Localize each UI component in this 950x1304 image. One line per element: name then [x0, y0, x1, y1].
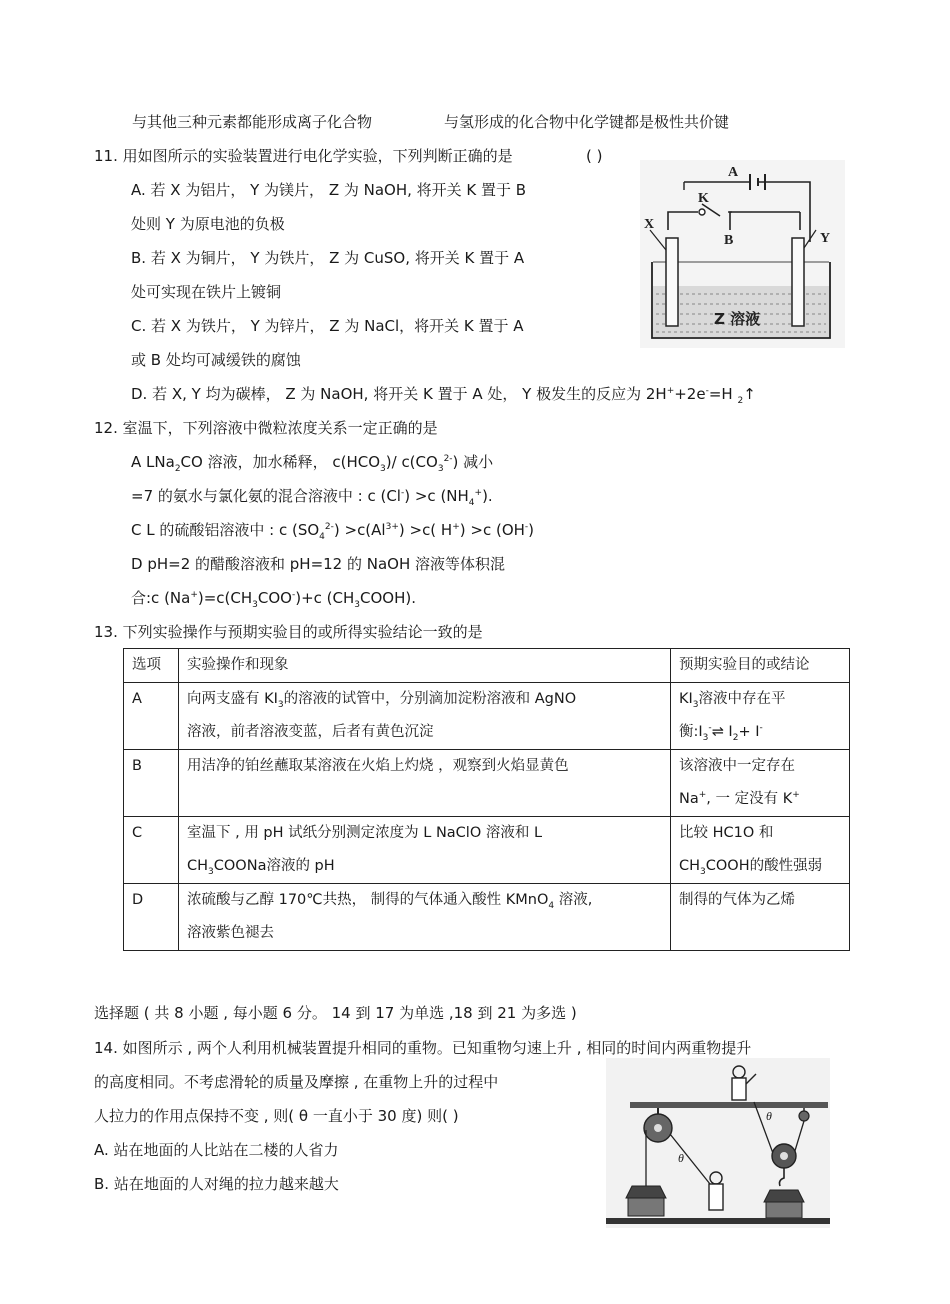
- q14-option-a: A. 站在地面的人比站在二楼的人省力: [94, 1141, 339, 1159]
- label-z-solution: Z 溶液: [714, 310, 761, 328]
- table-row: [124, 750, 850, 817]
- row-option: A: [124, 683, 179, 750]
- header-option: 选项: [124, 649, 179, 683]
- ground: [606, 1218, 830, 1224]
- q11-option-b-line2: 处可实现在铁片上镀铜: [131, 283, 282, 301]
- q14-stem-line3: 人拉力的作用点保持不变 , 则( θ 一直小于 30 度) 则( ): [94, 1107, 459, 1125]
- right-weight-icon: [764, 1190, 804, 1202]
- q11-option-a-line1: A. 若 X 为铝片， Y 为镁片， Z 为 NaOH, 将开关 K 置于 B: [131, 181, 527, 199]
- table-row: [124, 884, 850, 951]
- row-option: D: [124, 884, 179, 951]
- row-conclusion: 比较 HC1O 和 $CH_3COOH$的酸性强弱: [671, 817, 850, 884]
- q13-stem: 13. 下列实验操作与预期实验目的或所得实验结论一致的是: [94, 623, 483, 641]
- q12-option-d-line2: 合:c $(Na^+)=c(CH_3COO^-)+c$ $(CH_3COOH)$.: [131, 589, 417, 610]
- table-row: [124, 683, 850, 750]
- pulley-system-figure: [606, 1058, 830, 1228]
- q12-option-b: =7 的氨水与氯化氨的混合溶液中 : c (Cl-) >c $(NH_4^+)$.: [131, 487, 493, 508]
- row-conclusion: 制得的气体为乙烯: [671, 884, 850, 951]
- left-weight-icon: [626, 1186, 666, 1198]
- label-x: X: [644, 217, 655, 232]
- q10-option-d-text: 与氢形成的化合物中化学键都是极性共价键: [444, 113, 730, 131]
- q11-answer-paren: ( ): [586, 147, 603, 165]
- q11-stem: 11. 用如图所示的实验装置进行电化学实验，下列判断正确的是: [94, 147, 513, 165]
- floor-beam: [630, 1102, 828, 1108]
- label-y: Y: [820, 231, 831, 246]
- experiment-table: [123, 648, 850, 951]
- q10-option-c-text: 与其他三种元素都能形成离子化合物: [132, 113, 373, 131]
- row-conclusion: 该溶液中一定存在 Na+, 一 定没有 K+: [671, 750, 850, 817]
- table-header-row: [124, 649, 850, 683]
- q14-stem-line1: 14. 如图所示 , 两个人利用机械装置提升相同的重物。已知重物匀速上升 , 相同的时间内两重物提升: [94, 1039, 752, 1057]
- row-operation: 浓硫酸与乙醇 170℃共热， 制得的气体通入酸性 KMnO$_4$ 溶液, 溶液紫色褪去: [179, 884, 671, 951]
- row-operation: 向两支盛有 $KI_3$的溶液的试管中，分别滴加淀粉溶液和 AgNO 溶液，前者溶液变蓝，后者有黄色沉淀: [179, 683, 671, 750]
- q11-option-b-line1: B. 若 X 为铜片， Y 为铁片， Z 为 CuSO, 将开关 K 置于 A: [131, 249, 525, 267]
- row-option: B: [124, 750, 179, 817]
- row-operation: 室温下 , 用 pH 试纸分别测定浓度为 L NaClO 溶液和 L $CH_3COONa$溶液的 pH: [179, 817, 671, 884]
- q12-stem: 12. 室温下，下列溶液中微粒浓度关系一定正确的是: [94, 419, 438, 437]
- q11-option-c-line2: 或 B 处均可减缓铁的腐蚀: [131, 351, 301, 369]
- table-row: [124, 817, 850, 884]
- q11-option-a-line2: 处则 Y 为原电池的负极: [131, 215, 285, 233]
- q11-option-c-line1: C. 若 X 为铁片， Y 为锌片， Z 为 NaCl，将开关 K 置于 A: [131, 317, 524, 335]
- q12-option-a: A LNa$_2$CO 溶液，加水稀释， $c(HCO_3)/$ $c(CO_3^{2-})$ 减小: [131, 453, 494, 474]
- electrode-x: [666, 238, 678, 326]
- q14-stem-line2: 的高度相同。不考虑滑轮的质量及摩擦 , 在重物上升的过程中: [94, 1073, 499, 1091]
- q11-option-d: D. 若 X, Y 均为碳棒， Z 为 NaOH, 将开关 K 置于 A 处， Y 极发生的反应为 2H++2e-=H $_2$↑: [131, 385, 756, 406]
- label-b: B: [724, 233, 734, 248]
- row-option: C: [124, 817, 179, 884]
- electrochemistry-apparatus-figure: [640, 160, 845, 348]
- q14-option-b: B. 站在地面的人对绳的拉力越来越大: [94, 1175, 339, 1193]
- section-heading: 选择题 ( 共 8 小题 , 每小题 6 分。 14 到 17 为单选 ,18 到 21 为多选 ): [94, 1004, 577, 1022]
- header-operation: 实验操作和现象: [179, 649, 671, 683]
- header-conclusion: 预期实验目的或结论: [671, 649, 850, 683]
- theta-label-upper: θ: [766, 1109, 772, 1123]
- row-operation: 用洁净的铂丝蘸取某溶液在火焰上灼烧 ，观察到火焰显黄色: [179, 750, 671, 817]
- theta-label-lower: θ: [678, 1151, 684, 1165]
- q12-option-c: C L 的硫酸铝溶液中 : c $(SO_4^{2-}) >c(Al^{3+}) >c$( H+) >c (OH-): [131, 521, 535, 542]
- label-k: K: [698, 191, 709, 206]
- row-conclusion: $KI_3$溶液中存在平 衡$:I_3^-\rightleftharpoons$ $I_2+ I^-$: [671, 683, 850, 750]
- label-a: A: [728, 165, 739, 180]
- electrode-y: [792, 238, 804, 326]
- q12-option-d-line1: D pH=2 的醋酸溶液和 pH=12 的 NaOH 溶液等体积混: [131, 555, 506, 573]
